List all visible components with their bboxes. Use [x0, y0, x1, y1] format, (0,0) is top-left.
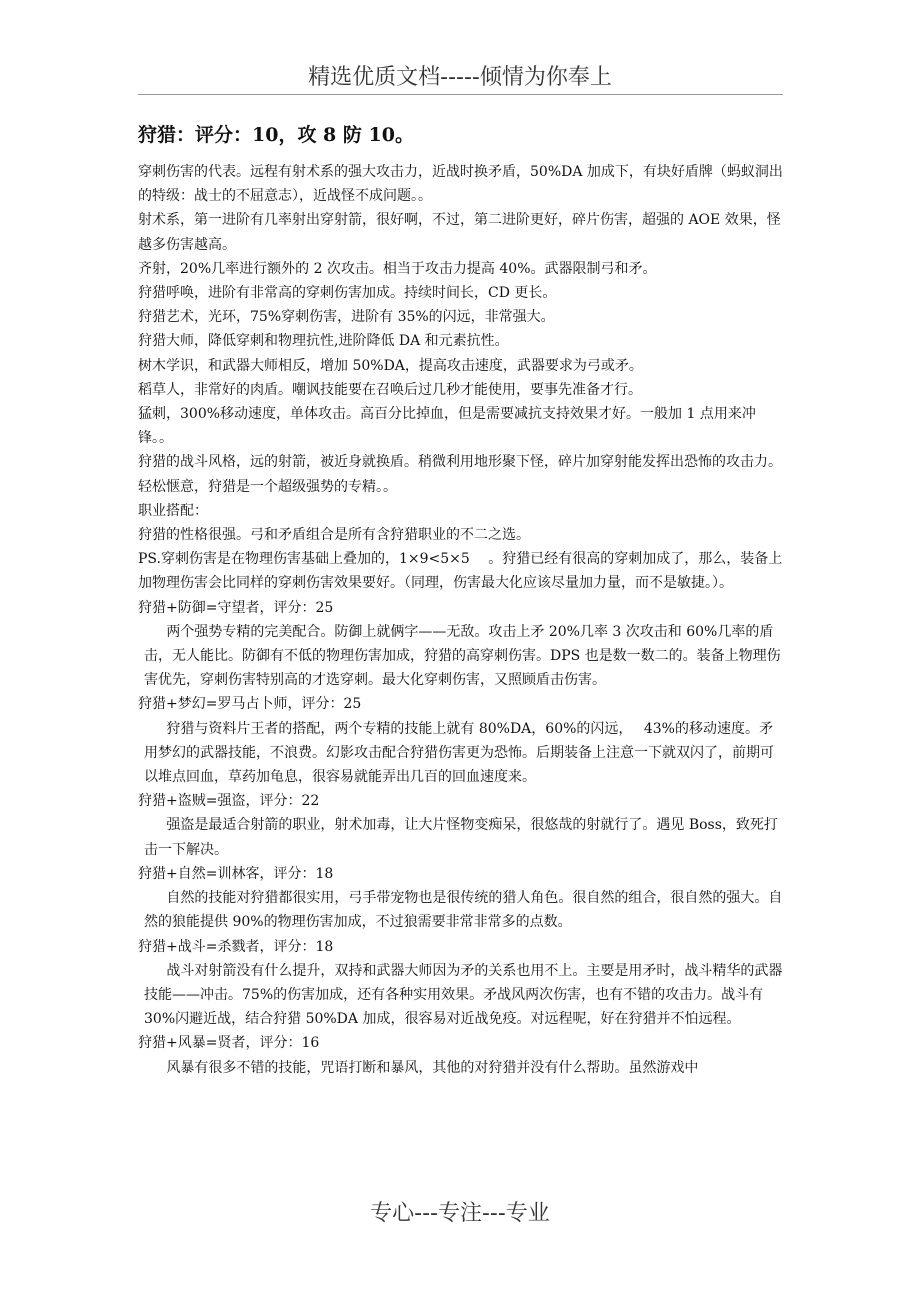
- combo-heading: 狩猎+盗贼=强盗，评分：22: [138, 793, 320, 810]
- page-footer: 专心---专注---专业: [370, 1201, 550, 1226]
- paragraph: 猛刺，300%移动速度，单体攻击。高百分比掉血，但是需要减抗支持效果才好。一般加 1 点用来冲锋。。: [138, 406, 756, 447]
- combo-heading: 狩猎+风暴=贤者，评分：16: [138, 1035, 320, 1052]
- combo-description: 强盗是最适合射箭的职业，射术加毒，让大片怪物变痴呆，很悠哉的射就行了。遇见 Boss，致死打击一下解决。: [144, 817, 778, 858]
- paragraph: 职业搭配：: [138, 502, 208, 519]
- paragraph: PS.穿刺伤害是在物理伤害基础上叠加的，1×9<5×5 。狩猎已经有很高的穿刺加成了，那么，装备上加物理伤害会比同样的穿刺伤害效果要好。（同理，伤害最大化应该尽量加力量，而不是敏捷。）。: [138, 551, 783, 592]
- paragraph: 穿刺伤害的代表。远程有射术系的强大攻击力，近战时换矛盾，50%DA 加成下，有块好盾牌（蚂蚁洞出的特级：战士的不屈意志），近战怪不成问题。。: [138, 164, 783, 205]
- combo-heading: 狩猎+战斗=杀戮者，评分：18: [138, 938, 334, 955]
- page-header-title: 精选优质文档-----倾情为你奉上: [308, 65, 612, 90]
- combo-description: 战斗对射箭没有什么提升，双持和武器大师因为矛的关系也用不上。主要是用矛时，战斗精华的武器技能——冲击。75%的伤害加成，还有各种实用效果。矛战风两次伤害，也有不错的攻击力。战斗有 30%闪避近战，结合狩猎 50%DA 加成，很容易对近战免疫。对远程呢，好在狩猎并不怕远程。: [144, 962, 783, 1028]
- paragraph: 射术系，第一进阶有几率射出穿射箭，很好啊，不过，第二进阶更好，碎片伤害，超强的 AOE 效果，怪越多伤害越高。: [138, 212, 781, 253]
- combo-description: 狩猎与资料片王者的搭配，两个专精的技能上就有 80%DA，60%的闪远， 43%的移动速度。矛用梦幻的武器技能，不浪费。幻影攻击配合狩猎伤害更为恐怖。后期装备上注意一下就双闪了，前期可以堆点回血，草药加龟息，很容易就能弄出几百的回血速度来。: [144, 720, 774, 786]
- paragraph: 齐射，20%几率进行额外的 2 次攻击。相当于攻击力提高 40%。武器限制弓和矛。: [138, 260, 657, 277]
- combo-heading: 狩猎+自然=训林客，评分：18: [138, 865, 334, 882]
- section-heading: 狩猎：评分：10，攻 8 防 10。: [138, 124, 414, 146]
- combo-heading: 狩猎+防御=守望者，评分：25: [138, 599, 334, 616]
- paragraph: 树木学识，和武器大师相反，增加 50%DA，提高攻击速度，武器要求为弓或矛。: [138, 357, 643, 374]
- combo-description: 两个强势专精的完美配合。防御上就俩字——无敌。攻击上矛 20%几率 3 次攻击和 60%几率的盾击，无人能比。防御有不低的物理伤害加成，狩猎的高穿刺伤害。DPS 也是数一数二的。装备上物理伤害优先，穿刺伤害特别高的才选穿刺。最大化穿刺伤害，又照顾盾击伤害。: [144, 623, 781, 689]
- paragraph: 稻草人，非常好的肉盾。嘲讽技能要在召唤后过几秒才能使用，要事先准备才行。: [138, 381, 642, 398]
- paragraph: 狩猎的战斗风格，远的射箭，被近身就换盾。稍微利用地形聚下怪，碎片加穿射能发挥出恐怖的攻击力。: [138, 454, 782, 471]
- header-divider: [138, 94, 783, 95]
- paragraph: 狩猎艺术，光环，75%穿刺伤害，进阶有 35%的闪远，非常强大。: [138, 309, 555, 326]
- combo-description: 自然的技能对狩猎都很实用，弓手带宠物也是很传统的猎人角色。很自然的组合，很自然的强大。自然的狼能提供 90%的物理伤害加成，不过狼需要非常非常多的点数。: [144, 890, 783, 931]
- combo-description: 风暴有很多不错的技能，咒语打断和暴风，其他的对狩猎并没有什么帮助。虽然游戏中: [166, 1059, 699, 1076]
- paragraph: 狩猎呼唤，进阶有非常高的穿刺伤害加成。持续时间长，CD 更长。: [138, 285, 557, 302]
- article-body: [138, 160, 786, 1080]
- paragraph: 狩猎的性格很强。弓和矛盾组合是所有含狩猎职业的不二之选。: [138, 527, 530, 544]
- paragraph: 轻松惬意，狩猎是一个超级强势的专精。。: [138, 478, 397, 495]
- paragraph: 狩猎大师，降低穿刺和物理抗性,进阶降低 DA 和元素抗性。: [138, 333, 509, 350]
- combo-heading: 狩猎+梦幻=罗马占卜师，评分：25: [138, 696, 362, 713]
